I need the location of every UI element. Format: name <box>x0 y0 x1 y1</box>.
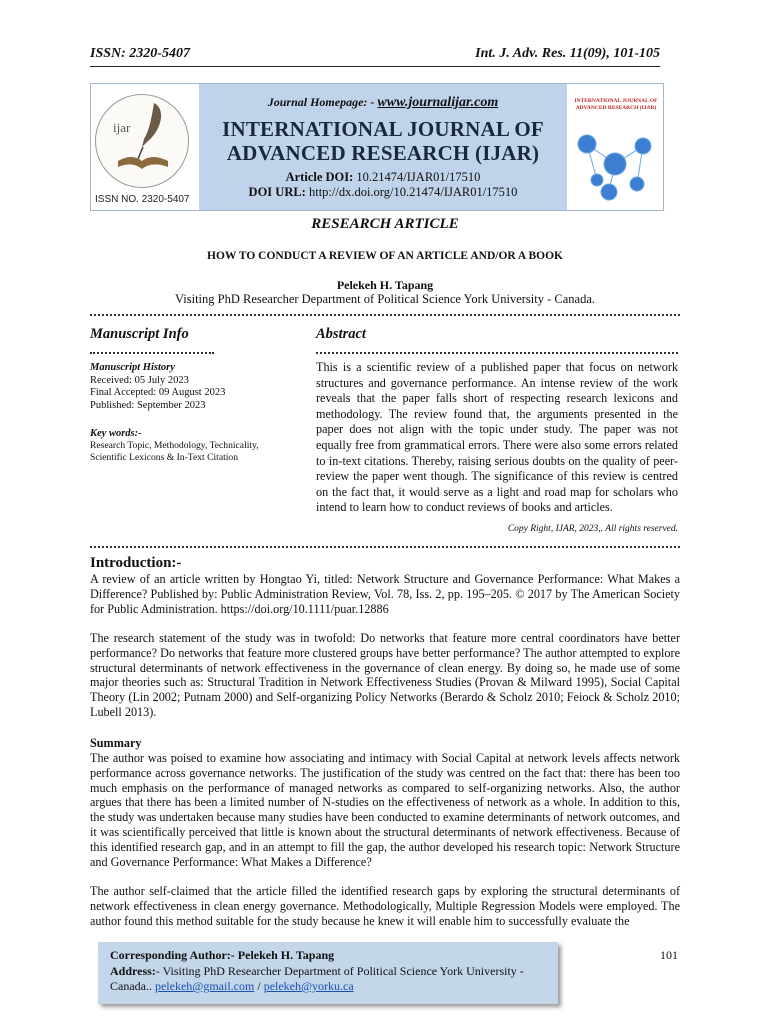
summary-paragraph: The author was poised to examine how associating and intimacy with Social Capital at network levels affects network performance across governance networks. The justification of the study was centred on the fact that: there has been too much emphasis on the performance of managed networks as compared to self-organizing networks. Also, the author argues that there has been a limited number of N-studies on the effectiveness of network as a whole. In addition to this, the study was undertaken because many studies have been conducted to examine determinants of network outcomes, and it was scientifically perceived that little is known about the structural determinants of network effectiveness. Because of this identified research gap, and in an attempt to fill the gap, the author developed his research topic: Network Structure and Governance Performance: What Makes a Difference? <box>90 751 680 869</box>
email-separator: / <box>257 979 261 993</box>
history-label: Manuscript History <box>90 362 175 373</box>
corresponding-author: Corresponding Author:- Pelekeh H. Tapang <box>110 948 335 962</box>
cover-title: INTERNATIONAL JOURNAL OF ADVANCED RESEARCH (IJAR) <box>574 98 658 111</box>
introduction-heading: Introduction:- <box>90 555 182 571</box>
address-label: Address: <box>110 963 156 978</box>
logo-text: ijar <box>113 120 131 135</box>
published-date: Published: September 2023 <box>90 399 206 411</box>
article-type: RESEARCH ARTICLE <box>311 216 459 232</box>
manuscript-heading: Manuscript Info <box>90 326 189 342</box>
issn-text: ISSN: 2320-5407 <box>90 46 190 61</box>
quill-book-icon <box>96 95 188 187</box>
address-text: - Visiting PhD Researcher Department of Political Science York University - Canada.. <box>110 963 524 993</box>
homepage-link[interactable]: www.journalijar.com <box>377 95 499 110</box>
manuscript-history <box>90 362 290 412</box>
journal-homepage <box>199 95 567 111</box>
journal-cover <box>567 84 663 210</box>
homepage-label: Journal Homepage: - <box>267 95 375 109</box>
address-line <box>110 964 546 995</box>
accepted-date: Final Accepted: 09 August 2023 <box>90 387 226 398</box>
logo-issn: ISSN NO. 2320-5407 <box>95 194 190 205</box>
author-name: Pelekeh H. Tapang <box>336 278 434 292</box>
intro-paragraph-2: The research statement of the study was in twofold: Do networks that feature more central coordinators have better performance? Do networks that feature more clustered groups have better performance? The author attempted to explore structural determinants of network effectiveness in the governance of clean energy. By doing so, he made use of some major theories such as: Structural Tradition in Network Effectiveness Studies (Provan & Milward 1995), Social Capital Theory (Lin 2002; Putnam 2000) and Self-organizing Policy Networks (Berardo & Scholz 2010; Feiock & Scholz 2010; Lubell 2013). <box>90 631 680 719</box>
methods-paragraph: The author self-claimed that the article filled the identified research gaps by exploring the structural determinants of network effectiveness in clean energy governance. Methodologically, Multiple Regression Models were employed. The author found this method suitable for the study because he knew it will enable him to successfully evaluate the <box>90 884 680 928</box>
journal-title-line1: INTERNATIONAL JOURNAL OF <box>222 117 544 141</box>
citation-text: Int. J. Adv. Res. 11(09), 101-105 <box>475 46 660 61</box>
intro-paragraph-1: A review of an article written by Hongtao Yi, titled: Network Structure and Governance Performance: What Makes a Difference? Published by: Public Administration Review, Vol. 78, Iss. 2, pp. 195–205. © 2017 by The American Society for Public Administration. https://doi.org/10.1111/puar.12886 <box>90 572 680 616</box>
author-affiliation: Visiting PhD Researcher Department of Political Science York University - Canada. <box>175 292 595 306</box>
copyright-notice: Copy Right, IJAR, 2023,. All rights reserved. <box>507 524 678 534</box>
journal-banner <box>90 83 664 211</box>
journal-title-line2: ADVANCED RESEARCH (IJAR) <box>226 141 540 165</box>
doi-url-label: DOI URL: <box>248 185 306 199</box>
molecule-image-icon <box>567 84 663 210</box>
abstract-heading: Abstract <box>316 326 366 342</box>
email-link-gmail[interactable]: pelekeh@gmail.com <box>154 979 255 993</box>
received-date: Received: 05 July 2023 <box>90 374 189 386</box>
divider <box>90 350 214 354</box>
corresponding-author-box <box>98 942 558 1004</box>
divider <box>316 350 678 354</box>
page-number: 101 <box>660 948 678 962</box>
running-header <box>90 46 660 67</box>
divider <box>90 312 680 316</box>
email-link-yorku[interactable]: pelekeh@yorku.ca <box>263 979 354 993</box>
summary-heading: Summary <box>90 736 142 750</box>
divider <box>90 544 680 548</box>
keywords-text: Research Topic, Methodology, Technicality, Scientific Lexicons & In-Text Citation <box>90 440 259 463</box>
keywords <box>90 428 290 464</box>
doi-block <box>199 170 567 200</box>
doi-value: 10.21474/IJAR01/17510 <box>356 170 481 184</box>
doi-label: Article DOI: <box>285 170 354 184</box>
abstract-text: This is a scientific review of a published paper that focus on network structures and governance performance. An intense review of the work reveals that the paper falls short of respecting research lexicons and methodology. The review found that, the arguments presented in the paper does not align with the topic under study. The paper was not equally free from grammatical errors. There were also some errors related to in-text citations. Thereby, raising serious doubts on the quality of peer-review the paper went though. The significance of this review is centred on the fact that, it would serve as a light and road map for scholars who intend to learn how to conduct reviews of books and articles. <box>316 360 678 515</box>
logo-emblem <box>95 94 189 188</box>
article-title: HOW TO CONDUCT A REVIEW OF AN ARTICLE AND/OR A BOOK <box>207 250 563 262</box>
keywords-label: Key words:- <box>90 428 142 439</box>
doi-url-link[interactable]: http://dx.doi.org/10.21474/IJAR01/17510 <box>308 185 518 199</box>
journal-logo <box>91 84 199 210</box>
journal-title <box>199 117 567 165</box>
